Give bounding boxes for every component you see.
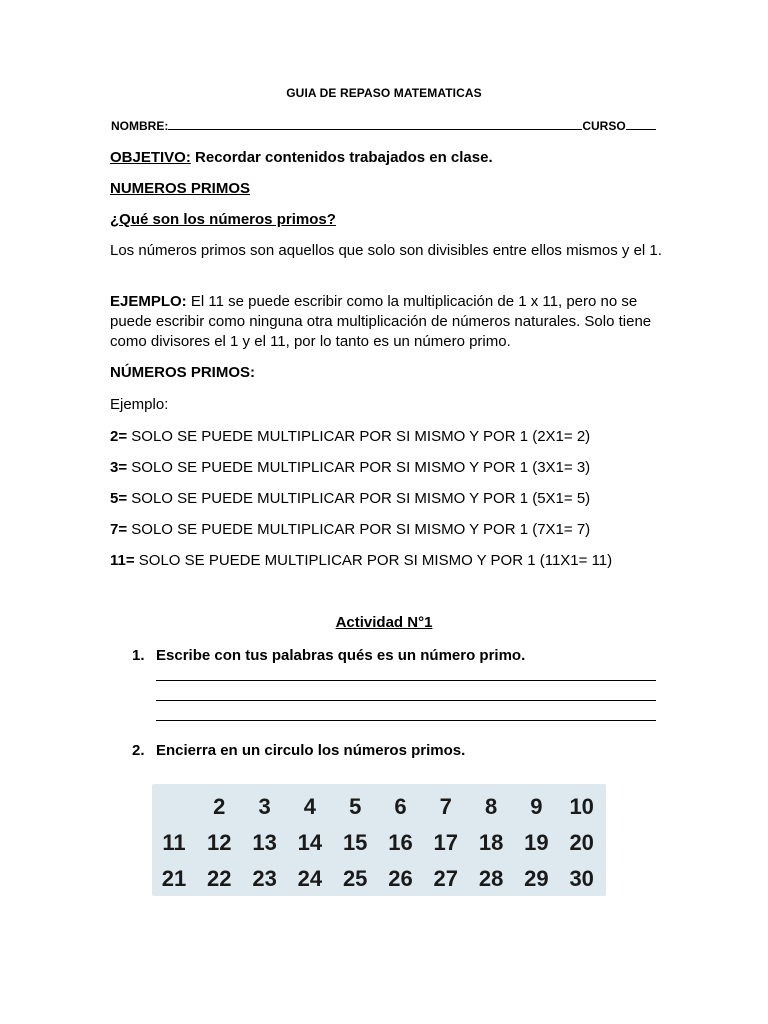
grid-number-3[interactable]: 3	[258, 794, 271, 819]
name-course-line	[111, 118, 671, 133]
grid-number-6[interactable]: 6	[394, 794, 407, 819]
example-line-text: SOLO SE PUEDE MULTIPLICAR POR SI MISMO Y POR 1 (7X1= 7)	[127, 521, 591, 538]
primes-heading: NÚMEROS PRIMOS:	[110, 364, 256, 381]
grid-number-7[interactable]: 7	[439, 794, 452, 819]
example-number: 11=	[110, 552, 135, 569]
grid-number-14[interactable]: 14	[297, 830, 323, 855]
example-line	[110, 489, 590, 509]
grid-number-10[interactable]: 10	[569, 794, 594, 819]
grid-number-22[interactable]: 22	[207, 866, 232, 891]
example-line	[110, 458, 590, 478]
grid-number-29[interactable]: 29	[524, 866, 549, 891]
grid-number-30[interactable]: 30	[569, 866, 594, 891]
example-number: 5=	[110, 490, 128, 507]
grid-number-16[interactable]: 16	[388, 830, 413, 855]
grid-number-27[interactable]: 27	[433, 866, 459, 891]
grid-number-8[interactable]: 8	[484, 794, 498, 819]
example-line	[110, 520, 590, 540]
example-line-text: SOLO SE PUEDE MULTIPLICAR POR SI MISMO Y POR 1 (3X1= 3)	[127, 459, 591, 476]
example-number: 3=	[110, 459, 128, 476]
objective-text: Recordar contenidos trabajados en clase.	[190, 149, 493, 166]
course-label: CURSO	[582, 119, 626, 133]
example-line	[110, 551, 612, 571]
answer-line[interactable]	[156, 720, 656, 721]
grid-number-12[interactable]: 12	[207, 830, 232, 855]
example-line-text: SOLO SE PUEDE MULTIPLICAR POR SI MISMO Y POR 1 (5X1= 5)	[127, 490, 591, 507]
answer-line[interactable]	[156, 680, 656, 681]
course-field-line	[626, 118, 656, 130]
grid-number-15[interactable]: 15	[342, 830, 368, 855]
question-heading: ¿Qué son los números primos?	[110, 211, 336, 228]
grid-number-28[interactable]: 28	[478, 866, 504, 891]
objective-label: OBJETIVO:	[110, 149, 191, 166]
definition-paragraph: Los números primos son aquellos que solo son divisibles entre ellos mismos y el 1.	[110, 242, 662, 259]
name-field-line	[168, 118, 582, 130]
grid-number-9[interactable]: 9	[530, 794, 543, 819]
grid-number-2[interactable]: 2	[213, 794, 226, 819]
section-title: NUMEROS PRIMOS	[110, 180, 251, 197]
grid-number-20[interactable]: 20	[569, 830, 594, 855]
grid-number-5[interactable]: 5	[349, 794, 362, 819]
example-paragraph	[110, 292, 670, 352]
ejemplo-label: Ejemplo:	[110, 396, 169, 413]
activity-title: Actividad N°1	[335, 614, 433, 631]
grid-number-13[interactable]: 13	[252, 830, 277, 855]
name-label: NOMBRE:	[111, 119, 169, 133]
grid-number-26[interactable]: 26	[388, 866, 413, 891]
question-1-number: 1.	[132, 647, 145, 664]
example-line	[110, 427, 590, 447]
grid-number-11[interactable]: 11	[162, 830, 186, 855]
example-number: 7=	[110, 521, 128, 538]
question-2-number: 2.	[132, 742, 145, 759]
example-line-text: SOLO SE PUEDE MULTIPLICAR POR SI MISMO Y POR 1 (11X1= 11)	[134, 552, 613, 569]
question-2-text: Encierra en un circulo los números primos.	[156, 742, 466, 759]
question-1-text: Escribe con tus palabras qués es un número primo.	[156, 647, 526, 664]
answer-line[interactable]	[156, 700, 656, 701]
page-title: GUIA DE REPASO MATEMATICAS	[286, 86, 482, 100]
grid-number-18[interactable]: 18	[478, 830, 504, 855]
grid-number-24[interactable]: 24	[297, 866, 323, 891]
grid-number-4[interactable]: 4	[303, 794, 317, 819]
prime-number-grid	[152, 784, 606, 896]
example-number: 2=	[110, 428, 128, 445]
grid-number-19[interactable]: 19	[524, 830, 549, 855]
example-text: El 11 se puede escribir como la multiplicación de 1 x 11, pero no se puede escribir como ninguna otra multiplicación de números naturales. Solo tiene como divisores el 1 y el 11, por lo tanto es un número primo.	[110, 293, 652, 350]
objective	[110, 148, 493, 168]
question-2	[132, 742, 465, 759]
grid-number-21[interactable]: 21	[161, 866, 187, 891]
question-1	[132, 647, 525, 664]
grid-number-17[interactable]: 17	[433, 830, 459, 855]
example-line-text: SOLO SE PUEDE MULTIPLICAR POR SI MISMO Y POR 1 (2X1= 2)	[127, 428, 591, 445]
grid-number-23[interactable]: 23	[252, 866, 277, 891]
example-label: EJEMPLO:	[110, 293, 187, 310]
grid-number-25[interactable]: 25	[342, 866, 368, 891]
